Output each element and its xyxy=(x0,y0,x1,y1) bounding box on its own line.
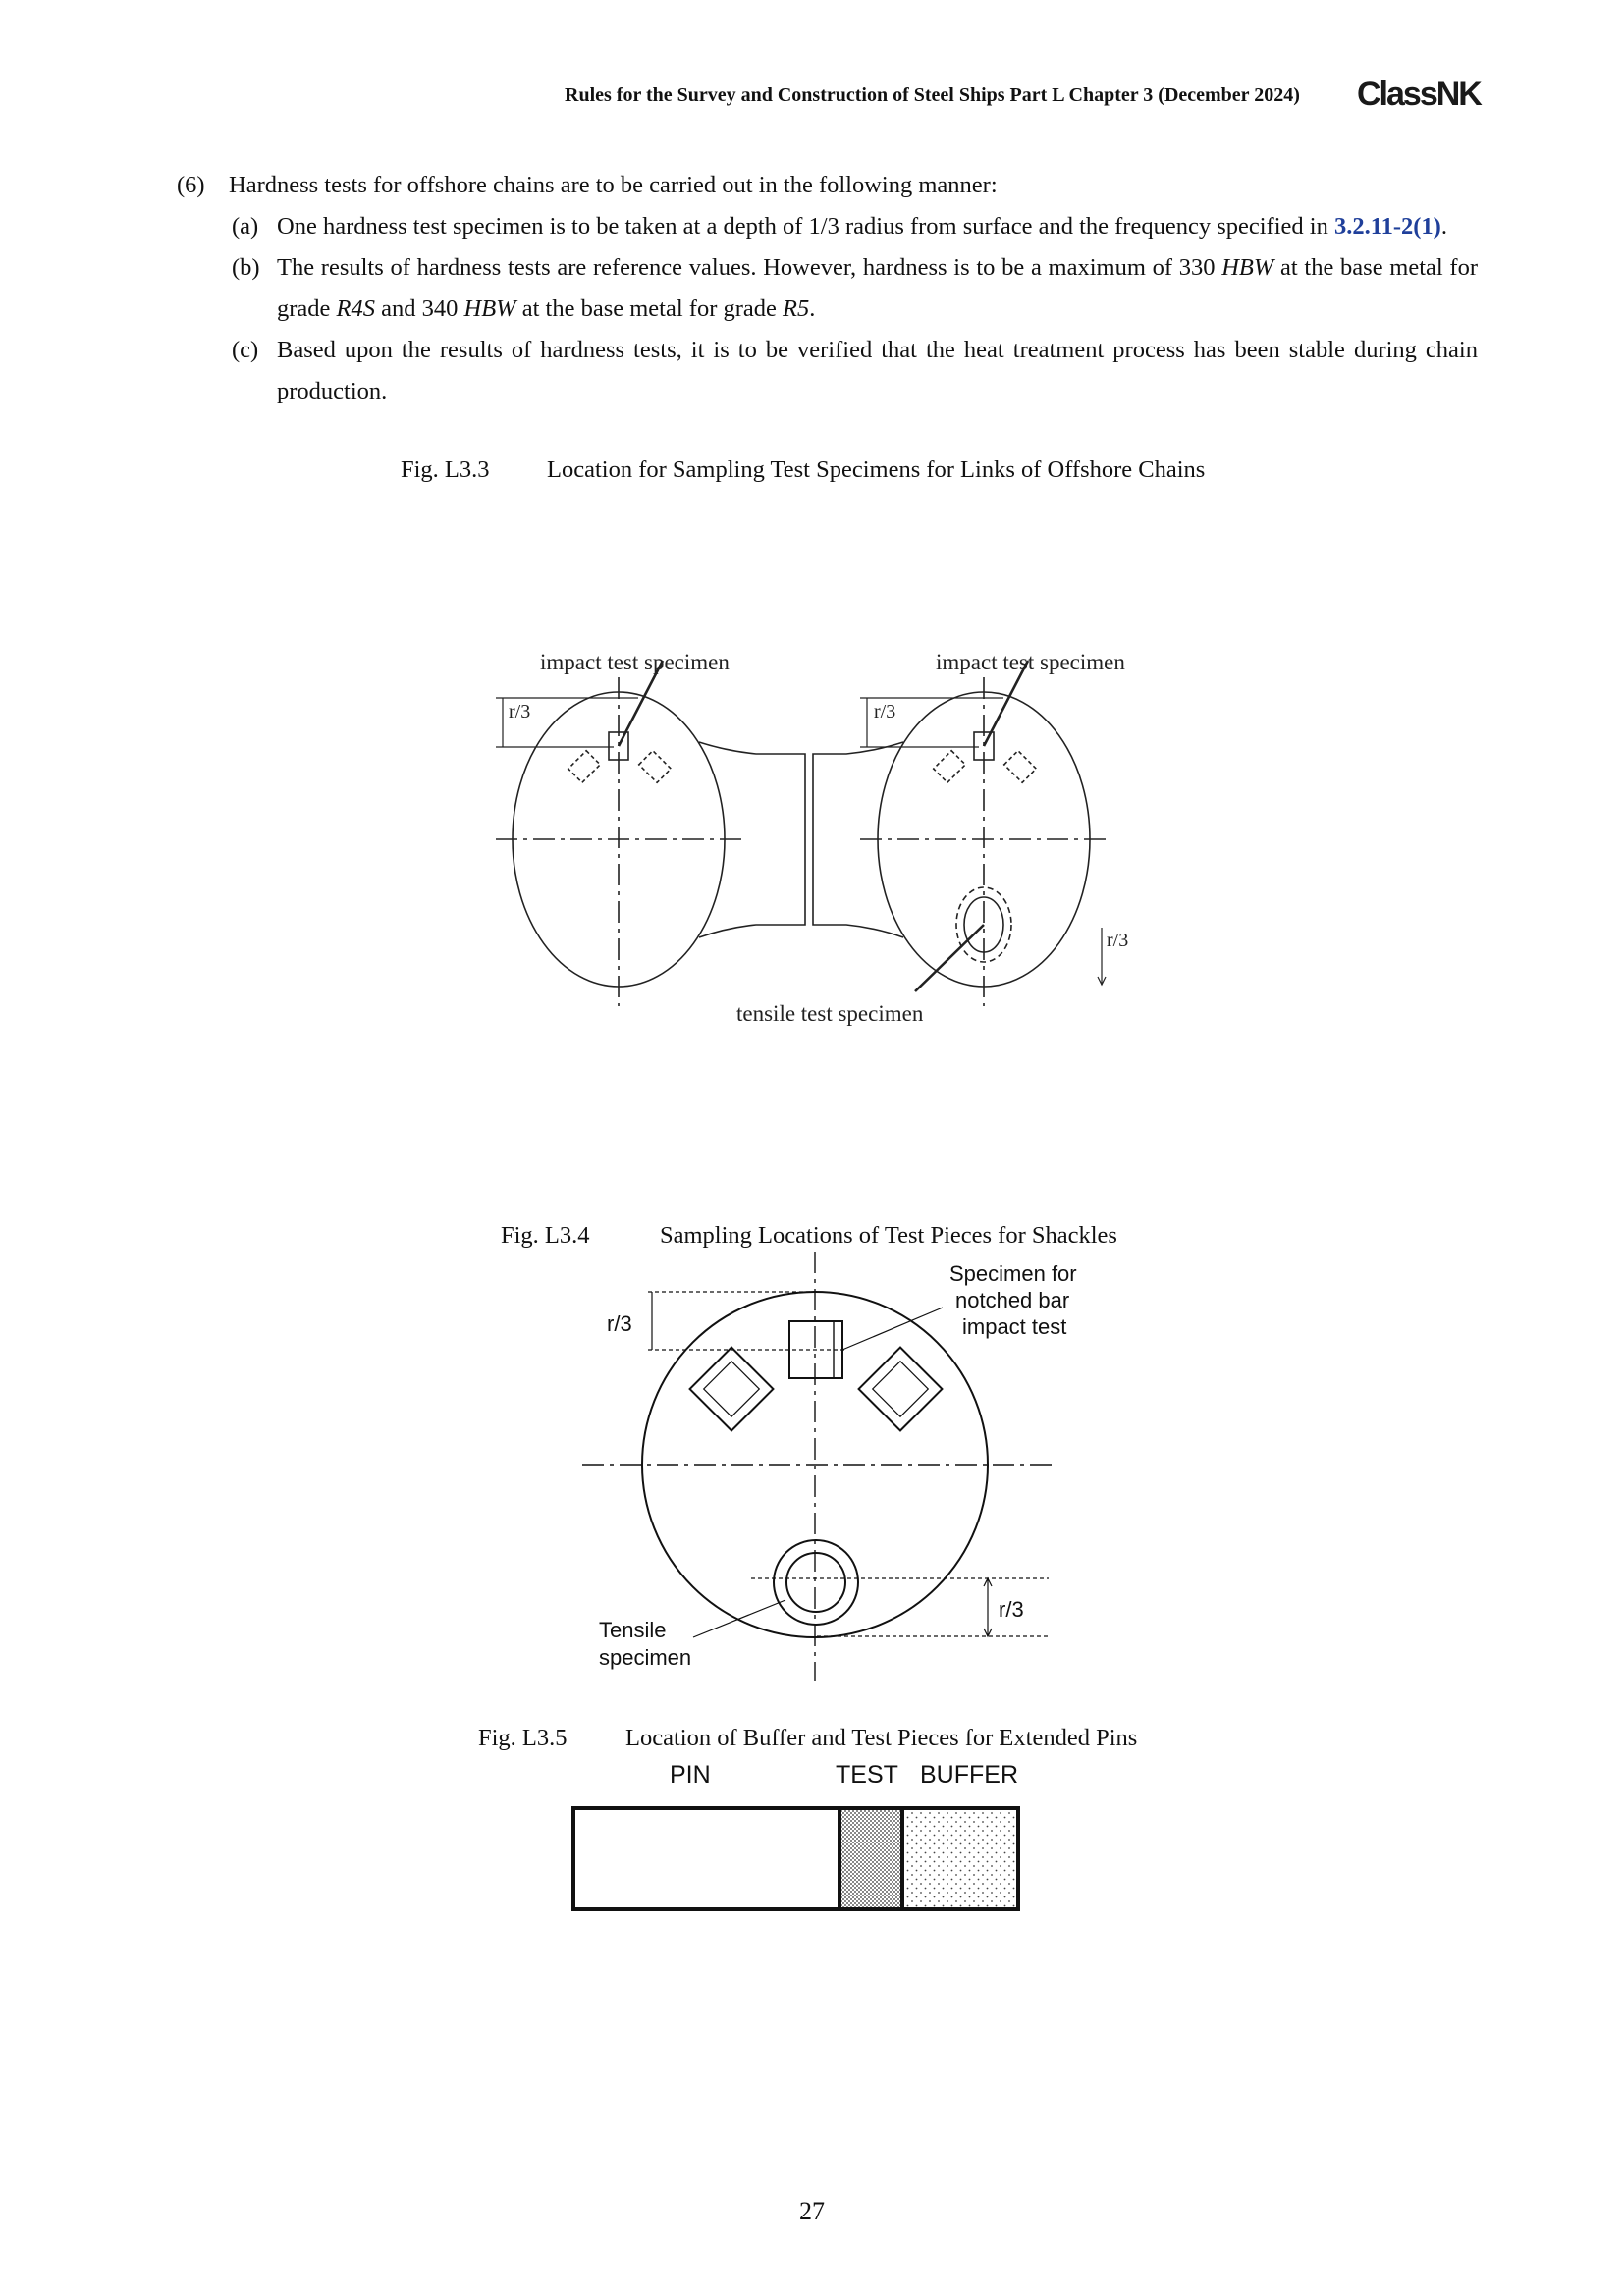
item-b-label: (b) xyxy=(232,254,260,281)
running-header: Rules for the Survey and Construction of Steel Ships Part L Chapter 3 (December 2024) xyxy=(565,84,1300,106)
left-link-neck xyxy=(699,742,805,937)
test-section xyxy=(839,1808,902,1909)
fig-l33-impact-right-label: impact test specimen xyxy=(936,650,1125,674)
tensile-leader xyxy=(915,925,984,991)
cross-reference-link[interactable]: 3.2.11-2(1) xyxy=(1333,213,1441,240)
fig-l33-title: Location for Sampling Test Specimens for Links of Offshore Chains xyxy=(547,456,1206,483)
tensile-label-line2: specimen xyxy=(599,1645,692,1670)
logo-text: ClassNK xyxy=(1357,76,1481,113)
impact-specimen-leader xyxy=(842,1308,943,1350)
fig-l34-title: Sampling Locations of Test Pieces for Shackles xyxy=(660,1222,1117,1249)
fig-l34-number: Fig. L3.4 xyxy=(501,1222,590,1249)
fig-l33-r3-right-label: r/3 xyxy=(874,701,896,722)
item-c-text: Based upon the results of hardness tests, it is to be verified that the heat treatment process has been stable during chain production. xyxy=(277,337,1478,404)
right-impact-specimen-dashed-right xyxy=(1004,751,1037,783)
impact-specimen-diamond-left-inner xyxy=(704,1362,760,1417)
item-c-label: (c) xyxy=(232,337,259,363)
pin-label: PIN xyxy=(670,1761,711,1789)
item-a-label: (a) xyxy=(232,213,259,240)
fig-l35-title: Location of Buffer and Test Pieces for Extended Pins xyxy=(625,1725,1138,1751)
buffer-label: BUFFER xyxy=(920,1761,1018,1789)
specimen-label-line2: notched bar xyxy=(955,1288,1070,1312)
impact-specimen-diamond-right xyxy=(859,1348,943,1431)
right-impact-specimen-dashed-left xyxy=(934,751,966,783)
fig-l33-impact-left-label: impact test specimen xyxy=(540,650,730,674)
left-impact-specimen-dashed-right xyxy=(639,751,672,783)
specimen-label-line3: impact test xyxy=(962,1314,1067,1339)
item-b-part4: at the base metal for grade xyxy=(515,295,784,322)
item-b-part3: and 340 xyxy=(375,295,464,322)
impact-specimen-diamond-right-inner xyxy=(873,1362,929,1417)
fig-l33-r3-bottom-label: r/3 xyxy=(1107,930,1129,951)
fig-l34-r3-bottom-label: r/3 xyxy=(999,1597,1024,1622)
fig-l35-number: Fig. L3.5 xyxy=(478,1725,568,1751)
clause-number: (6) xyxy=(177,172,205,198)
impact-specimen-diamond-left xyxy=(690,1348,774,1431)
fig-l33-tensile-label: tensile test specimen xyxy=(736,1001,924,1026)
item-a-text-after: . xyxy=(1440,213,1447,240)
buffer-section xyxy=(902,1808,1018,1909)
item-b-unit1: HBW xyxy=(1221,254,1274,281)
clause-intro: Hardness tests for offshore chains are to be carried out in the following manner: xyxy=(229,172,998,198)
item-b-grade2: R5 xyxy=(783,295,810,322)
pin-section xyxy=(573,1808,839,1909)
fig-l33-number: Fig. L3.3 xyxy=(401,456,490,483)
fig-l34-r3-top-label: r/3 xyxy=(607,1311,632,1336)
tensile-label-line1: Tensile xyxy=(599,1618,667,1642)
test-label: TEST xyxy=(836,1761,898,1789)
fig-l33-r3-left-label: r/3 xyxy=(509,701,531,722)
tensile-specimen-inner-circle xyxy=(786,1553,845,1612)
item-b-part1: The results of hardness tests are reference values. However, hardness is to be a maximum of 330 xyxy=(277,254,1222,281)
item-a-text-before: One hardness test specimen is to be taken at a depth of 1/3 radius from surface and the frequency specified in xyxy=(277,213,1334,240)
page-number: 27 xyxy=(799,2197,825,2225)
item-b-grade1: R4S xyxy=(336,295,376,322)
fig-l33-drawing xyxy=(496,661,1110,1006)
left-impact-specimen-dashed-left xyxy=(568,751,601,783)
fig-l35-drawing xyxy=(573,1808,1018,1909)
item-b-part2: at the base metal for grade xyxy=(277,254,1478,322)
item-b-part5: . xyxy=(809,295,816,322)
specimen-label-line1: Specimen for xyxy=(949,1261,1077,1286)
item-b-unit2: HBW xyxy=(463,295,516,322)
